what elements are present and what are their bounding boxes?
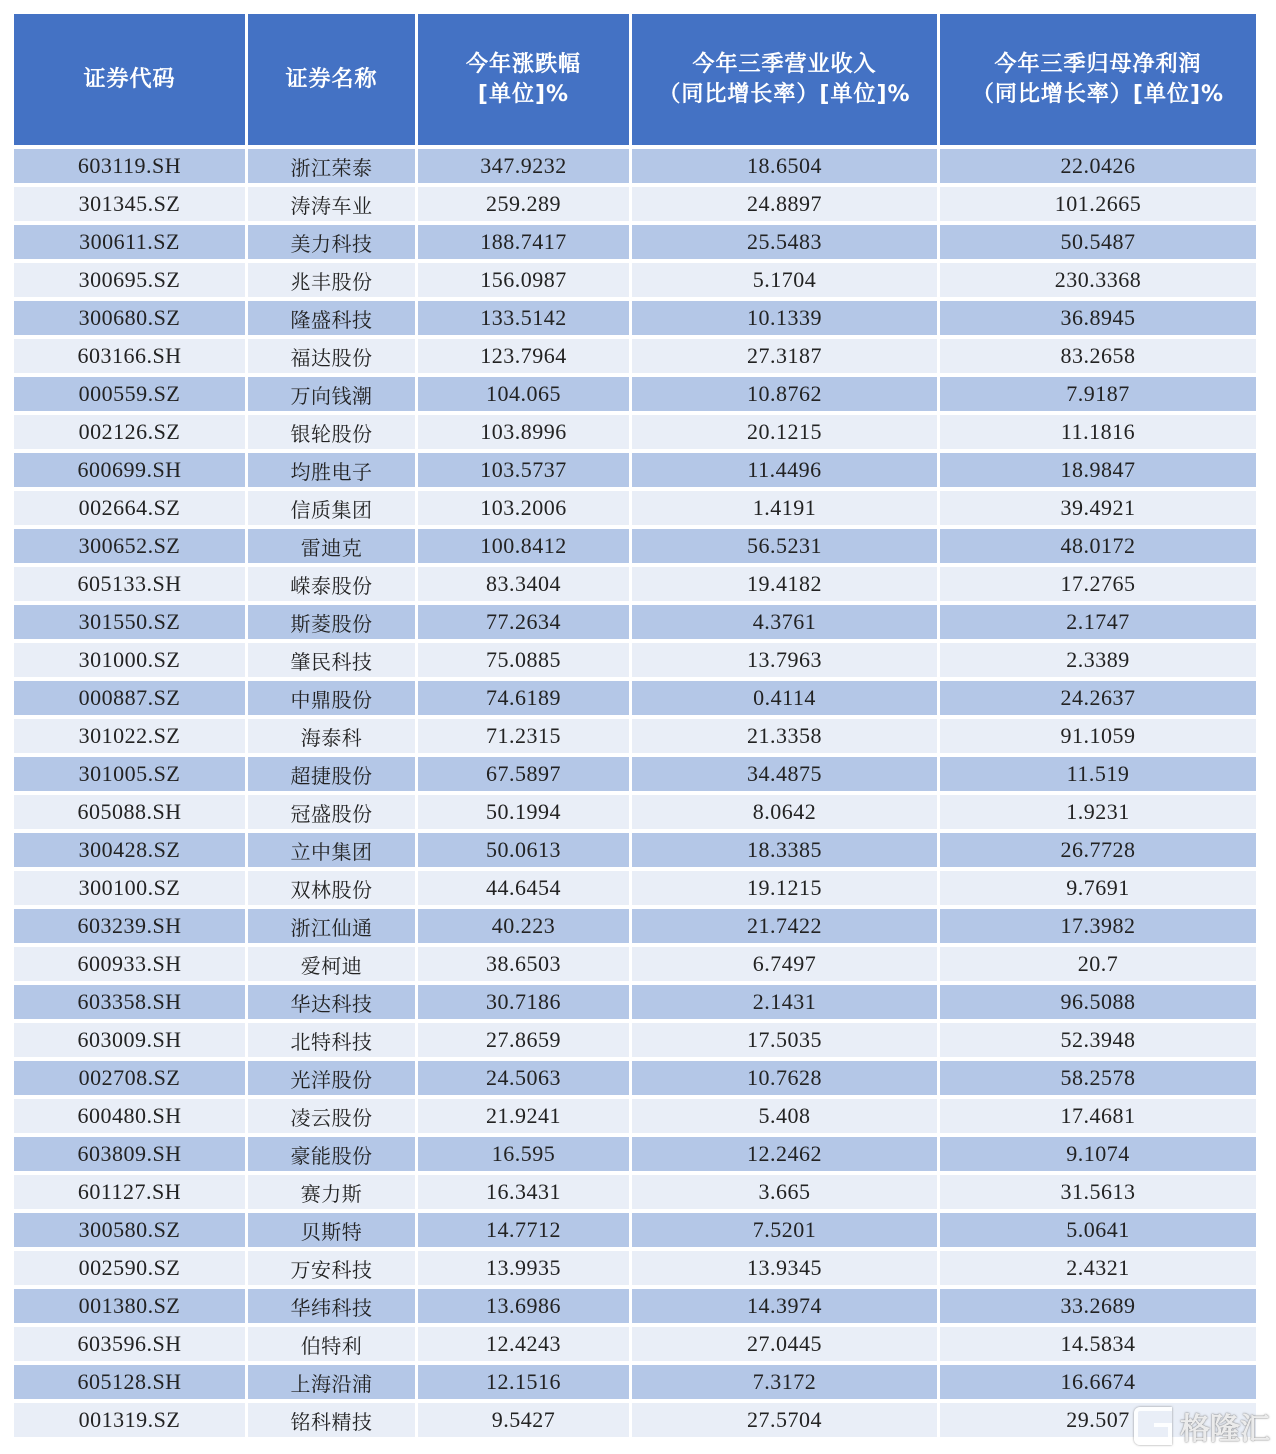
cell-q3-revenue-growth: 21.7422 [632,909,937,943]
cell-q3-net-profit-growth: 1.9231 [940,795,1256,829]
cell-q3-revenue-growth: 6.7497 [632,947,937,981]
cell-ytd-change: 74.6189 [418,681,629,715]
cell-ytd-change: 100.8412 [418,529,629,563]
cell-security-code: 301345.SZ [14,187,245,221]
table-row [14,1099,1262,1133]
table-row [14,1213,1262,1247]
cell-security-code: 603809.SH [14,1137,245,1171]
cell-q3-net-profit-growth: 20.7 [940,947,1256,981]
cell-q3-net-profit-growth: 17.2765 [940,567,1256,601]
cell-q3-net-profit-growth: 11.1816 [940,415,1256,449]
cell-ytd-change: 27.8659 [418,1023,629,1057]
cell-security-name: 贝斯特 [248,1213,415,1247]
cell-q3-net-profit-growth: 7.9187 [940,377,1256,411]
cell-q3-revenue-growth: 27.0445 [632,1327,937,1361]
cell-security-code: 605133.SH [14,567,245,601]
cell-security-name: 福达股份 [248,339,415,373]
cell-security-code: 600699.SH [14,453,245,487]
cell-ytd-change: 103.2006 [418,491,629,525]
cell-security-code: 002664.SZ [14,491,245,525]
cell-ytd-change: 133.5142 [418,301,629,335]
cell-q3-net-profit-growth: 17.3982 [940,909,1256,943]
table-row [14,985,1262,1019]
cell-security-code: 301005.SZ [14,757,245,791]
table-row [14,149,1262,183]
cell-q3-revenue-growth: 27.3187 [632,339,937,373]
cell-q3-revenue-growth: 21.3358 [632,719,937,753]
cell-security-code: 605128.SH [14,1365,245,1399]
cell-security-code: 000887.SZ [14,681,245,715]
cell-security-code: 300695.SZ [14,263,245,297]
table-row [14,339,1262,373]
cell-q3-net-profit-growth: 2.1747 [940,605,1256,639]
cell-security-name: 嵘泰股份 [248,567,415,601]
cell-q3-net-profit-growth: 39.4921 [940,491,1256,525]
header-unit: （同比增长率）[单位]% [971,81,1225,107]
cell-security-name: 伯特利 [248,1327,415,1361]
cell-q3-revenue-growth: 7.5201 [632,1213,937,1247]
header-security-name [248,14,415,145]
cell-q3-net-profit-growth: 26.7728 [940,833,1256,867]
cell-q3-net-profit-growth: 5.0641 [940,1213,1256,1247]
cell-q3-net-profit-growth: 24.2637 [940,681,1256,715]
header-unit: （同比增长率）[单位]% [658,81,911,107]
table-row [14,453,1262,487]
table-body [14,149,1262,1437]
cell-q3-revenue-growth: 11.4496 [632,453,937,487]
cell-ytd-change: 50.1994 [418,795,629,829]
cell-ytd-change: 75.0885 [418,643,629,677]
table-row [14,1061,1262,1095]
cell-security-name: 涛涛车业 [248,187,415,221]
cell-security-name: 立中集团 [248,833,415,867]
table-row [14,1137,1262,1171]
cell-ytd-change: 40.223 [418,909,629,943]
cell-q3-net-profit-growth: 2.3389 [940,643,1256,677]
cell-q3-revenue-growth: 18.3385 [632,833,937,867]
cell-ytd-change: 21.9241 [418,1099,629,1133]
cell-security-name: 银轮股份 [248,415,415,449]
cell-q3-revenue-growth: 5.408 [632,1099,937,1133]
cell-security-code: 300428.SZ [14,833,245,867]
table-row [14,871,1262,905]
cell-ytd-change: 14.7712 [418,1213,629,1247]
cell-security-code: 603166.SH [14,339,245,373]
cell-security-name: 海泰科 [248,719,415,753]
cell-security-name: 兆丰股份 [248,263,415,297]
cell-security-name: 华纬科技 [248,1289,415,1323]
cell-q3-net-profit-growth: 83.2658 [940,339,1256,373]
cell-ytd-change: 12.1516 [418,1365,629,1399]
cell-ytd-change: 16.3431 [418,1175,629,1209]
cell-ytd-change: 123.7964 [418,339,629,373]
cell-security-name: 豪能股份 [248,1137,415,1171]
cell-ytd-change: 13.9935 [418,1251,629,1285]
table-row [14,1403,1262,1437]
cell-ytd-change: 16.595 [418,1137,629,1171]
cell-security-name: 万安科技 [248,1251,415,1285]
table-row [14,415,1262,449]
cell-security-code: 603239.SH [14,909,245,943]
cell-q3-revenue-growth: 34.4875 [632,757,937,791]
table-row [14,947,1262,981]
table-row [14,491,1262,525]
table-row [14,605,1262,639]
table-row [14,909,1262,943]
cell-security-code: 002708.SZ [14,1061,245,1095]
cell-q3-revenue-growth: 3.665 [632,1175,937,1209]
cell-q3-net-profit-growth: 29.507 [940,1403,1256,1437]
header-q3-revenue-growth [632,14,937,145]
cell-ytd-change: 188.7417 [418,225,629,259]
cell-q3-net-profit-growth: 50.5487 [940,225,1256,259]
header-label: 证券名称 [285,66,378,92]
stock-performance-table [14,14,1262,1441]
cell-security-name: 铭科精技 [248,1403,415,1437]
cell-ytd-change: 24.5063 [418,1061,629,1095]
cell-security-name: 华达科技 [248,985,415,1019]
cell-q3-revenue-growth: 27.5704 [632,1403,937,1437]
cell-ytd-change: 30.7186 [418,985,629,1019]
cell-security-name: 光洋股份 [248,1061,415,1095]
cell-security-code: 603009.SH [14,1023,245,1057]
cell-security-name: 隆盛科技 [248,301,415,335]
cell-q3-revenue-growth: 19.1215 [632,871,937,905]
table-row [14,301,1262,335]
cell-ytd-change: 13.6986 [418,1289,629,1323]
table-row [14,1175,1262,1209]
cell-security-name: 北特科技 [248,1023,415,1057]
cell-security-code: 001319.SZ [14,1403,245,1437]
cell-security-name: 肇民科技 [248,643,415,677]
cell-q3-revenue-growth: 2.1431 [632,985,937,1019]
table-row [14,377,1262,411]
cell-security-name: 冠盛股份 [248,795,415,829]
table-row [14,795,1262,829]
cell-security-name: 凌云股份 [248,1099,415,1133]
cell-q3-net-profit-growth: 52.3948 [940,1023,1256,1057]
header-label: 证券代码 [83,66,176,92]
cell-q3-net-profit-growth: 14.5834 [940,1327,1256,1361]
table-row [14,187,1262,221]
cell-security-code: 603119.SH [14,149,245,183]
cell-q3-revenue-growth: 18.6504 [632,149,937,183]
cell-ytd-change: 44.6454 [418,871,629,905]
cell-security-code: 300680.SZ [14,301,245,335]
table-header-row [14,14,1262,145]
cell-security-code: 603596.SH [14,1327,245,1361]
cell-security-code: 601127.SH [14,1175,245,1209]
cell-security-name: 均胜电子 [248,453,415,487]
cell-q3-revenue-growth: 17.5035 [632,1023,937,1057]
cell-ytd-change: 156.0987 [418,263,629,297]
cell-ytd-change: 77.2634 [418,605,629,639]
header-unit: [单位]% [477,81,570,107]
cell-q3-net-profit-growth: 58.2578 [940,1061,1256,1095]
cell-security-name: 信质集团 [248,491,415,525]
header-ytd-change [418,14,629,145]
cell-q3-revenue-growth: 19.4182 [632,567,937,601]
cell-q3-revenue-growth: 56.5231 [632,529,937,563]
gelonghui-logo-icon [1134,1407,1172,1445]
cell-q3-net-profit-growth: 230.3368 [940,263,1256,297]
cell-ytd-change: 83.3404 [418,567,629,601]
table-row [14,567,1262,601]
cell-security-code: 300611.SZ [14,225,245,259]
cell-security-code: 001380.SZ [14,1289,245,1323]
table-row [14,719,1262,753]
cell-q3-net-profit-growth: 11.519 [940,757,1256,791]
cell-q3-revenue-growth: 10.7628 [632,1061,937,1095]
cell-security-code: 301000.SZ [14,643,245,677]
cell-q3-revenue-growth: 12.2462 [632,1137,937,1171]
cell-security-name: 美力科技 [248,225,415,259]
table-row [14,833,1262,867]
cell-q3-revenue-growth: 8.0642 [632,795,937,829]
cell-q3-revenue-growth: 10.1339 [632,301,937,335]
table-row [14,1289,1262,1323]
cell-q3-revenue-growth: 25.5483 [632,225,937,259]
cell-q3-revenue-growth: 13.7963 [632,643,937,677]
cell-q3-net-profit-growth: 16.6674 [940,1365,1256,1399]
table-row [14,1365,1262,1399]
cell-security-code: 002126.SZ [14,415,245,449]
cell-q3-net-profit-growth: 17.4681 [940,1099,1256,1133]
header-q3-net-profit-growth [940,14,1256,145]
cell-ytd-change: 9.5427 [418,1403,629,1437]
cell-ytd-change: 103.8996 [418,415,629,449]
cell-security-name: 雷迪克 [248,529,415,563]
table-row [14,263,1262,297]
cell-q3-revenue-growth: 24.8897 [632,187,937,221]
table-row [14,225,1262,259]
cell-q3-net-profit-growth: 2.4321 [940,1251,1256,1285]
cell-security-name: 赛力斯 [248,1175,415,1209]
cell-q3-revenue-growth: 4.3761 [632,605,937,639]
cell-q3-revenue-growth: 13.9345 [632,1251,937,1285]
cell-q3-revenue-growth: 7.3172 [632,1365,937,1399]
table-row [14,681,1262,715]
cell-q3-net-profit-growth: 91.1059 [940,719,1256,753]
header-label: 今年三季归母净利润 [994,51,1202,77]
cell-security-name: 爱柯迪 [248,947,415,981]
header-label: 今年涨跌幅 [465,51,581,77]
cell-security-code: 300580.SZ [14,1213,245,1247]
cell-security-code: 301550.SZ [14,605,245,639]
cell-ytd-change: 259.289 [418,187,629,221]
watermark-text: 格隆汇 [1180,1412,1270,1447]
cell-security-code: 300652.SZ [14,529,245,563]
table-row [14,643,1262,677]
watermark [1134,1404,1270,1448]
cell-security-code: 603358.SH [14,985,245,1019]
cell-security-name: 浙江荣泰 [248,149,415,183]
cell-security-code: 002590.SZ [14,1251,245,1285]
table-row [14,1251,1262,1285]
table-row [14,1327,1262,1361]
cell-q3-revenue-growth: 14.3974 [632,1289,937,1323]
cell-q3-net-profit-growth: 22.0426 [940,149,1256,183]
cell-q3-revenue-growth: 5.1704 [632,263,937,297]
cell-security-code: 300100.SZ [14,871,245,905]
cell-q3-revenue-growth: 20.1215 [632,415,937,449]
cell-security-name: 上海沿浦 [248,1365,415,1399]
cell-security-name: 中鼎股份 [248,681,415,715]
cell-security-name: 万向钱潮 [248,377,415,411]
cell-ytd-change: 50.0613 [418,833,629,867]
cell-q3-net-profit-growth: 96.5088 [940,985,1256,1019]
cell-q3-revenue-growth: 0.4114 [632,681,937,715]
cell-ytd-change: 12.4243 [418,1327,629,1361]
cell-q3-net-profit-growth: 31.5613 [940,1175,1256,1209]
cell-q3-net-profit-growth: 48.0172 [940,529,1256,563]
cell-ytd-change: 104.065 [418,377,629,411]
cell-security-code: 000559.SZ [14,377,245,411]
cell-q3-net-profit-growth: 36.8945 [940,301,1256,335]
cell-ytd-change: 347.9232 [418,149,629,183]
table-row [14,757,1262,791]
cell-security-code: 600933.SH [14,947,245,981]
cell-ytd-change: 38.6503 [418,947,629,981]
cell-security-code: 605088.SH [14,795,245,829]
cell-security-name: 超捷股份 [248,757,415,791]
cell-q3-net-profit-growth: 101.2665 [940,187,1256,221]
cell-security-name: 双林股份 [248,871,415,905]
cell-security-code: 301022.SZ [14,719,245,753]
cell-ytd-change: 71.2315 [418,719,629,753]
cell-q3-revenue-growth: 1.4191 [632,491,937,525]
cell-security-name: 浙江仙通 [248,909,415,943]
cell-security-code: 600480.SH [14,1099,245,1133]
cell-ytd-change: 103.5737 [418,453,629,487]
header-label: 今年三季营业收入 [692,51,877,77]
cell-q3-net-profit-growth: 18.9847 [940,453,1256,487]
cell-q3-net-profit-growth: 9.1074 [940,1137,1256,1171]
cell-q3-revenue-growth: 10.8762 [632,377,937,411]
cell-security-name: 斯菱股份 [248,605,415,639]
table-row [14,529,1262,563]
cell-q3-net-profit-growth: 9.7691 [940,871,1256,905]
cell-ytd-change: 67.5897 [418,757,629,791]
header-security-code [14,14,245,145]
table-row [14,1023,1262,1057]
cell-q3-net-profit-growth: 33.2689 [940,1289,1256,1323]
